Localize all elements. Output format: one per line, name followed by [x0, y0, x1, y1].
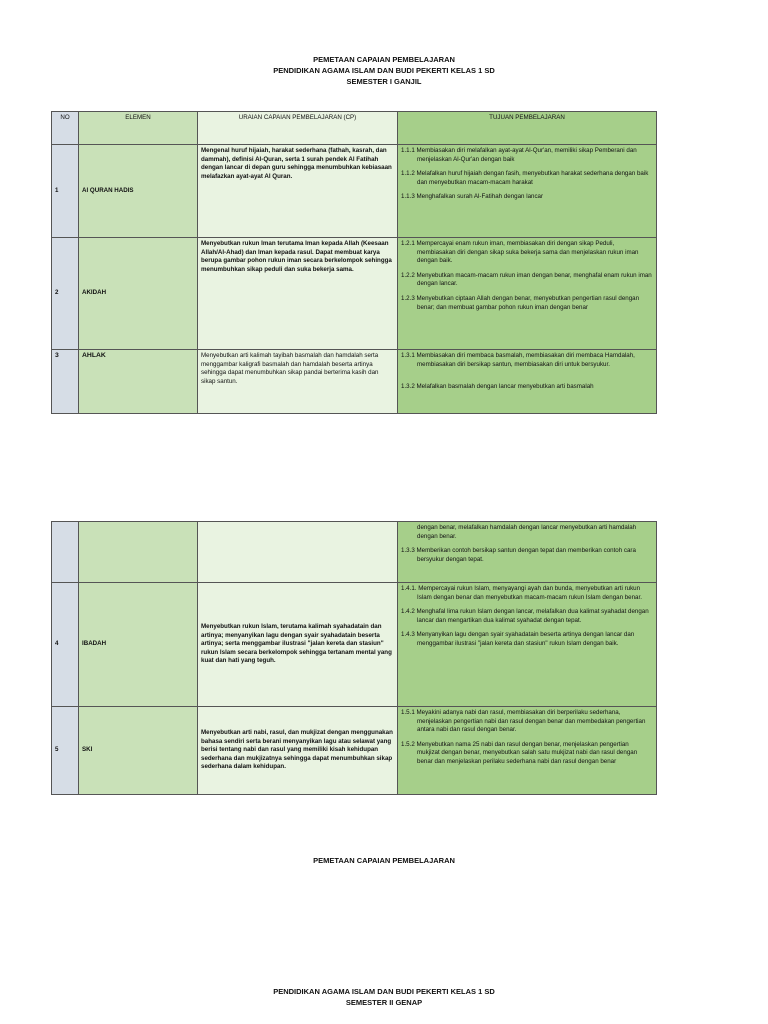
- row-tp: [398, 145, 657, 238]
- row-number: [52, 522, 79, 583]
- row-cp: Menyebutkan rukun Iman terutama Iman kepada Allah (Keesaan Allah/Al-Ahad) dan Iman kepada rasul. Dapat membuat karya berupa gambar pohon rukun iman secara berkelompok sehingga menumbuhkan sikap peduli dan suka bekerja sama.: [198, 238, 398, 350]
- header-tp: TUJUAN PEMBELAJARAN: [398, 112, 657, 145]
- row-number: 1: [52, 145, 79, 238]
- row-number: 3: [52, 350, 79, 414]
- document-title-semester-2: PEMETAAN CAPAIAN PEMBELAJARAN: [313, 856, 455, 865]
- row-tp: [398, 350, 657, 414]
- row-cp: Menyebutkan arti nabi, rasul, dan mukjizat dengan menggunakan bahasa sendiri serta berani menyanyikan lagu atau selawat yang berisi tentang nabi dan rasul yang memiliki kisah kehidupan sederhana dan mukjizatnya sehingga dapat menumbuhkan sikap sederhana dalam kehidupan.: [198, 707, 398, 795]
- document-title: PEMETAAN CAPAIAN PEMBELAJARAN: [313, 55, 455, 64]
- header-cp: URAIAN CAPAIAN PEMBELAJARAN (CP): [198, 112, 398, 145]
- tp-item: 1.1.3 Menghafalkan surah Al-Fatihah dengan lancar: [401, 193, 544, 201]
- tp-item: 1.4.1. Mempercayai rukun Islam, menyayangi ayah dan bunda, menyebutkan arti rukun Islam dengan benar dan menyebutkan macam-macam rukun Islam dengan benar.: [401, 585, 642, 601]
- row-tp: [398, 522, 657, 583]
- tp-item: 1.3.3 Memberikan contoh bersikap santun dengan tepat dan memberikan contoh cara bersyukur dengan tepat.: [401, 547, 636, 563]
- row-elemen: [79, 522, 198, 583]
- row-number: 2: [52, 238, 79, 350]
- row-elemen: AKIDAH: [79, 238, 198, 350]
- row-cp: [198, 522, 398, 583]
- row-cp: Menyebutkan rukun Islam, terutama kalimah syahadatain dan artinya; menyanyikan lagu dengan syair syahadatain beserta artinya; serta menggambar ilustrasi "jalan kereta dan stasiun" rukun Islam secara berkelompok sehingga tertanam mental yang kuat dan hati yang teguh.: [198, 583, 398, 707]
- table-row: [52, 350, 657, 414]
- table-row: [52, 583, 657, 707]
- row-cp: Mengenal huruf hijaiah, harakat sederhana (fathah, kasrah, dan dammah), definisi Al-Quran, serta 1 surah pendek Al Fatihah dengan lancar di depan guru sehingga menumbuhkan kebiasaan melafazkan ayat-ayat Al Quran.: [198, 145, 398, 238]
- table-row: [52, 707, 657, 795]
- tp-item: 1.3.2 Melafalkan basmalah dengan lancar menyebutkan arti basmalah: [401, 383, 594, 391]
- tp-item: dengan benar, melafalkan hamdalah dengan lancar menyebutkan arti hamdalah dengan benar.: [417, 524, 637, 540]
- row-tp: [398, 238, 657, 350]
- row-elemen: Al QURAN HADIS: [79, 145, 198, 238]
- tp-item: 1.5.1 Meyakini adanya nabi dan rasul, membiasakan diri berperilaku sederhana, menjelaskan pengertian nabi dan rasul dengan benar dan membedakan pengertian antara nabi dan rasul dengan benar.: [401, 709, 646, 734]
- table-row: [52, 238, 657, 350]
- tp-item: 1.5.2 Menyebutkan nama 25 nabi dan rasul dengan benar, menjelaskan pengertian mukjizat dengan benar, menyebutkan salah satu mukjizat nabi dan rasul dengan benar dan menjelaskan perilaku sederhana nabi dan rasul dengan benar: [401, 740, 638, 765]
- tp-item: 1.4.2 Menghafal lima rukun Islam dengan lancar, melafalkan dua kalimat syahadat dengan lancar dan mengartikan dua kalimat syahadat dengan tepat.: [401, 608, 649, 624]
- tp-item: 1.1.1 Membiasakan diri melafalkan ayat-ayat Al-Qur'an, memiliki sikap Pemberani dan menjelaskan Al-Qur'an dengan baik: [401, 147, 637, 163]
- tp-item: 1.2.1 Mempercayai enam rukun iman, membiasakan diri dengan sikap Peduli, membiasakan diri dengan sikap suka bekerja sama dan menjelaskan rukun iman dengan baik.: [401, 240, 639, 265]
- table-row: [52, 145, 657, 238]
- tp-item: 1.3.1 Membiasakan diri membaca basmalah, membiasakan diri membaca Hamdalah, membiasakan diri bersikap santun, membiasakan diri untuk bersyukur.: [401, 352, 635, 368]
- cp-mapping-table-continued: [51, 521, 657, 795]
- document-subtitle: PENDIDIKAN AGAMA ISLAM DAN BUDI PEKERTI KELAS 1 SD: [273, 66, 495, 75]
- row-cp: Menyebutkan arti kalimah tayibah basmalah dan hamdalah serta menggambar kaligrafi basmalah dan hamdalah beserta artinya sehingga dapat menumbuhkan sikap pandai berterima kasih dan sikap santun.: [198, 350, 398, 414]
- row-number: 5: [52, 707, 79, 795]
- row-elemen: IBADAH: [79, 583, 198, 707]
- row-tp: [398, 583, 657, 707]
- row-elemen: SKI: [79, 707, 198, 795]
- semester-label-2: SEMESTER II GENAP: [345, 998, 423, 1007]
- row-tp: [398, 707, 657, 795]
- header-elemen: ELEMEN: [79, 112, 198, 145]
- tp-item: 1.2.2 Menyebutkan macam-macam rukun iman dengan benar, menghafal enam rukun iman dengan lancar.: [401, 271, 652, 288]
- semester-label: SEMESTER I GANJIL: [346, 77, 422, 86]
- header-no: NO: [52, 112, 79, 145]
- document-subtitle-semester-2: PENDIDIKAN AGAMA ISLAM DAN BUDI PEKERTI KELAS 1 SD: [273, 987, 495, 996]
- tp-item: 1.4.3 Menyanyikan lagu dengan syair syahadatain beserta artinya dengan lancar dan menggambar ilustrasi "jalan kereta dan stasiun" rukun Islam dengan baik.: [401, 631, 635, 647]
- table-row: [52, 522, 657, 583]
- tp-item: 1.1.2 Melafalkan huruf hijaiah dengan fasih, menyebutkan harakat sederhana dengan baik dan menyebutkan macam-macam harakat: [401, 170, 649, 186]
- row-number: 4: [52, 583, 79, 707]
- row-elemen: AHLAK: [79, 350, 198, 414]
- cp-mapping-table: [51, 111, 657, 414]
- tp-item: 1.2.3 Menyebutkan ciptaan Allah dengan benar, menyebutkan pengertian rasul dengan benar; dan membuat gambar pohon rukun iman dengan benar: [401, 294, 640, 311]
